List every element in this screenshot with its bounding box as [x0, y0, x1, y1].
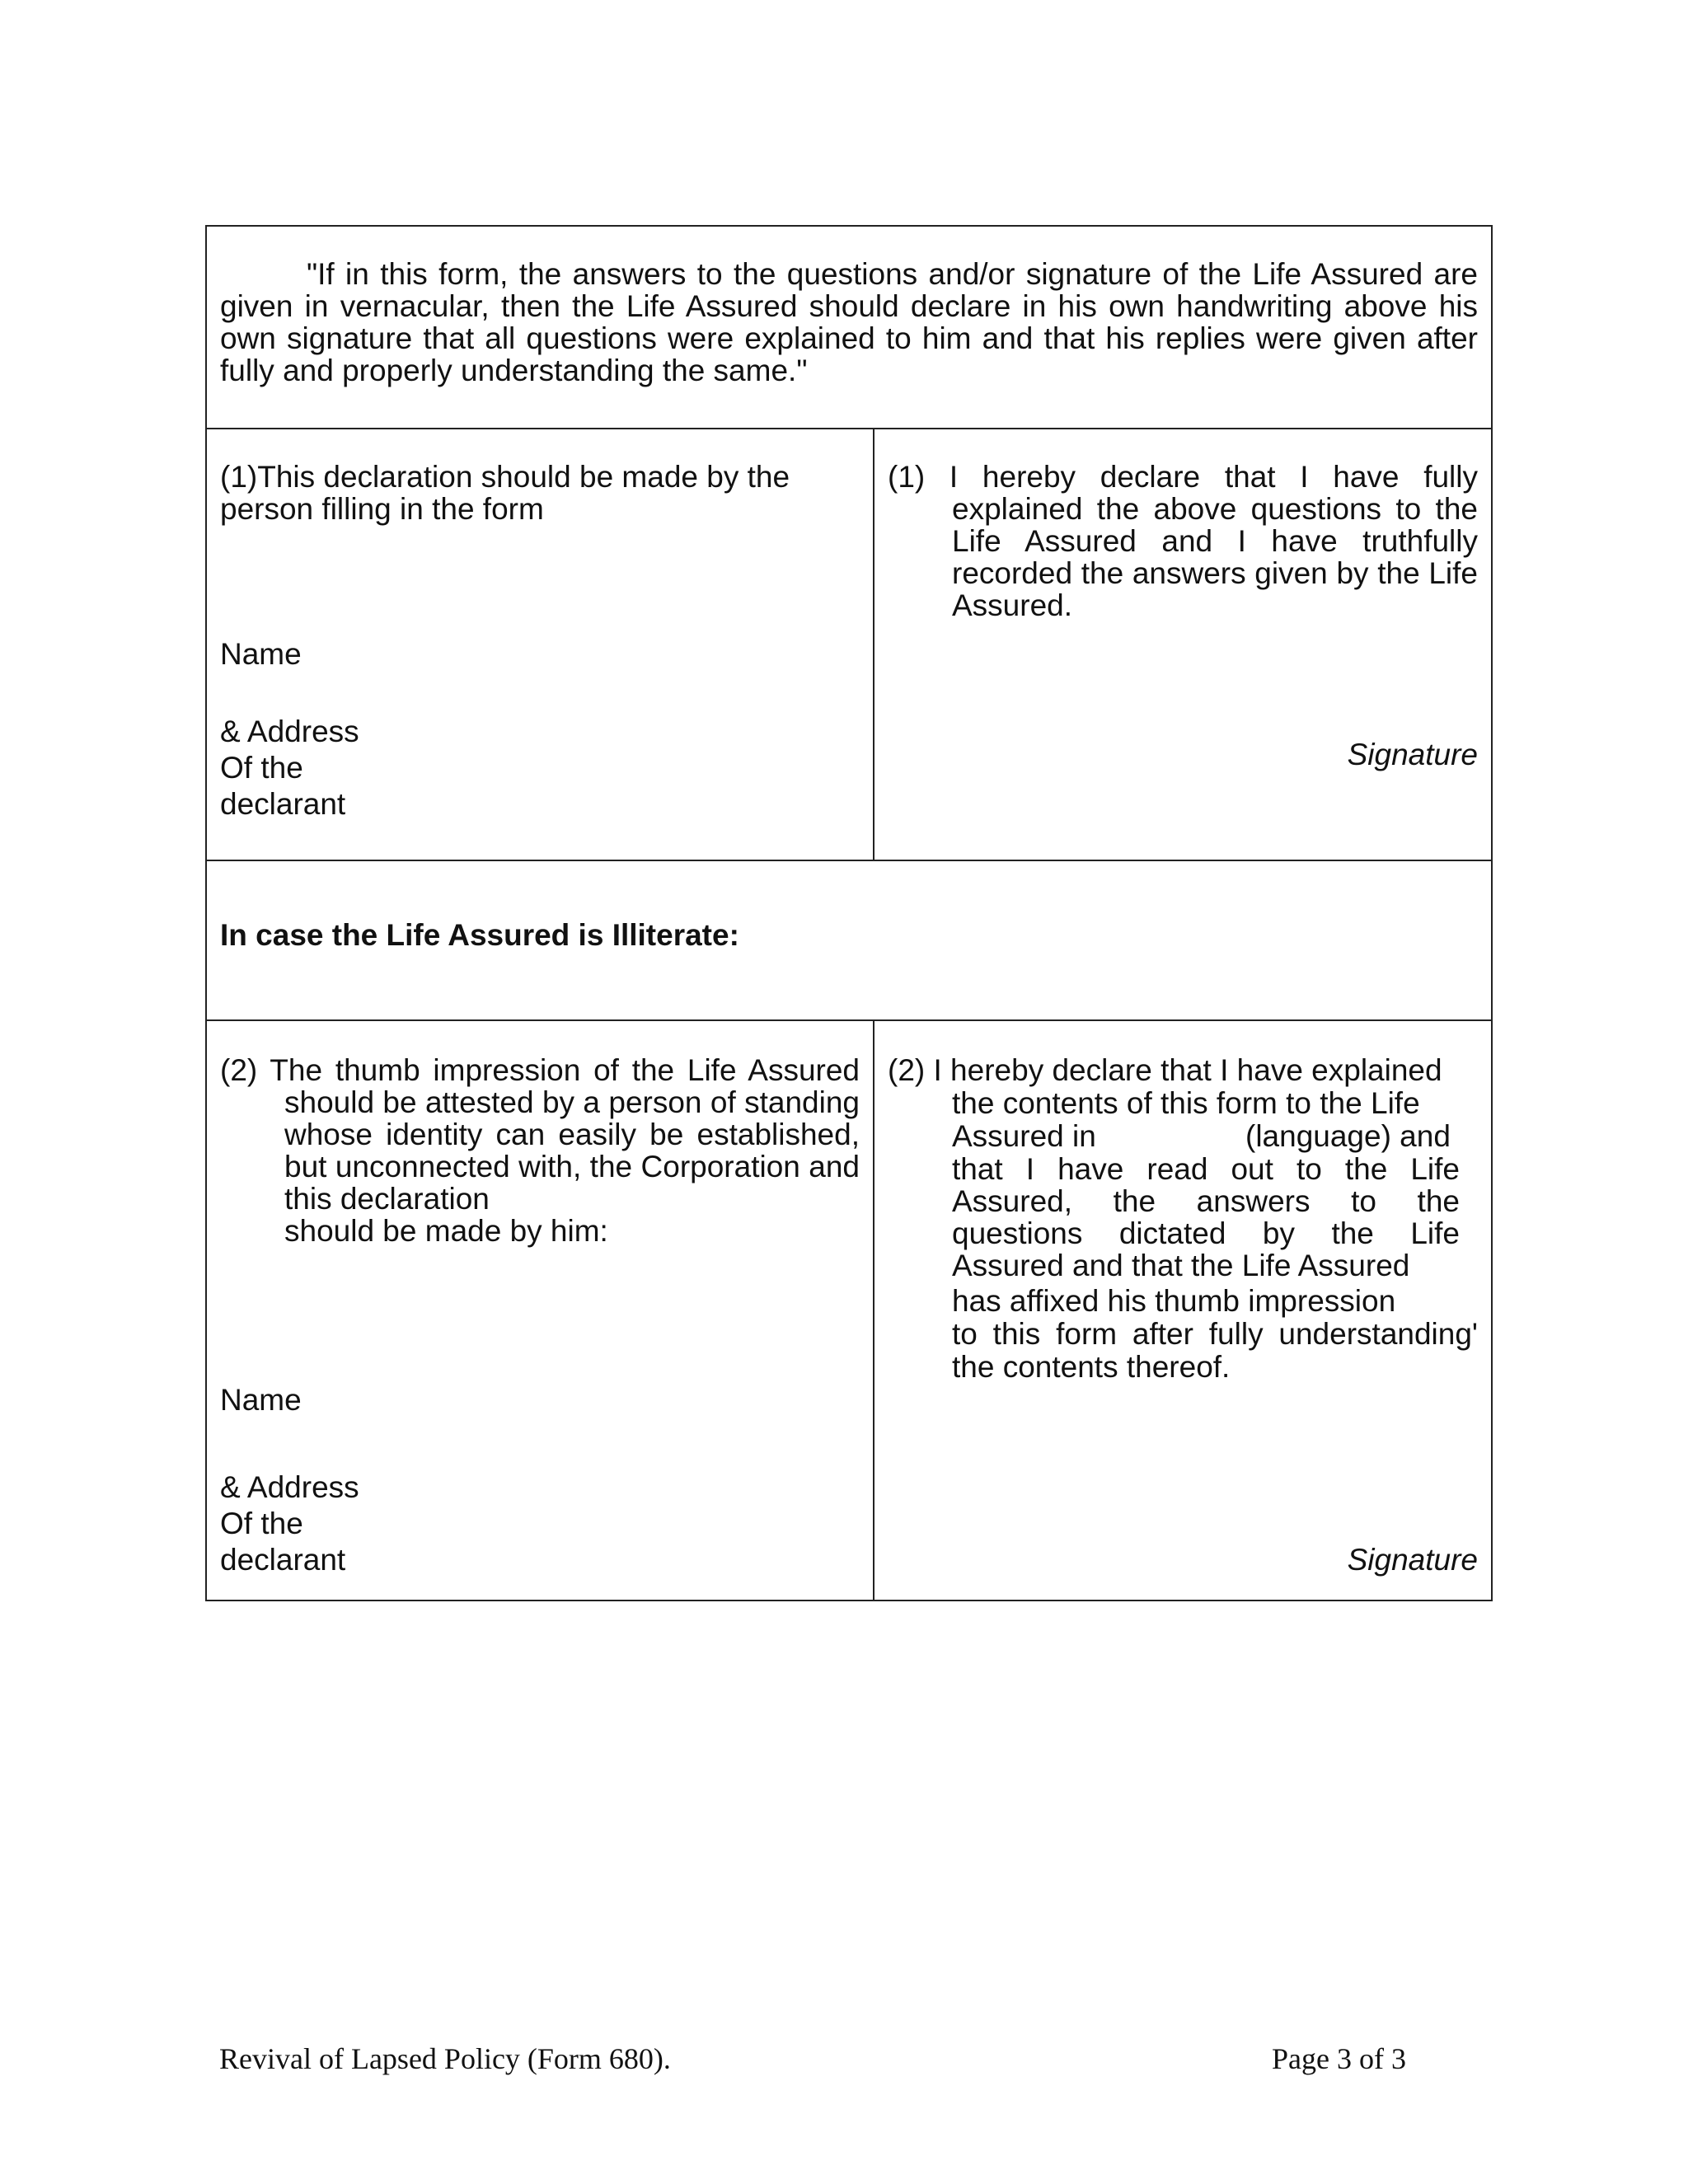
footer-form-title: Revival of Lapsed Policy (Form 680).	[219, 2042, 671, 2075]
declaration-2-of-the-label: Of the	[220, 1507, 303, 1540]
declaration-2-instruction: (2) The thumb impression of the Life Assured should be attested by a person of standing whose identity can easily be established, but unconnected with, the Corporation and this declaration	[220, 1053, 860, 1216]
declaration-1-declarant-label: declarant	[220, 787, 346, 821]
intro-cell	[207, 227, 1491, 428]
declaration-2-declarant-label: declarant	[220, 1543, 346, 1577]
declaration-1-name-label: Name	[220, 637, 302, 671]
illiterate-heading-cell	[207, 861, 1491, 1019]
vernacular-instruction-text: "If in this form, the answers to the questions and/or signature of the Life Assured are given in vernacular, then the Life Assured should declare in his own handwriting above his own signature that all questions were explained to him and that his replies were given after fully and properly understanding the same."	[220, 257, 1478, 387]
declaration-2-signature-label: Signature	[1347, 1543, 1478, 1577]
declaration-2-statement-language: (language) and	[1245, 1119, 1451, 1153]
declaration-1-right-cell	[874, 429, 1491, 860]
declaration-2-name-label: Name	[220, 1383, 302, 1417]
declaration-2-right-cell	[874, 1021, 1491, 1601]
declaration-1-statement: (1) I hereby declare that I have fully explained the above questions to the Life Assured and I have truthfully recorded the answers given by the Life Assured.	[888, 460, 1478, 622]
declaration-1-address-label: & Address	[220, 715, 359, 748]
intro-row	[207, 227, 1491, 428]
declaration-2-statement-last: the contents thereof.	[952, 1350, 1231, 1384]
declaration-1-signature-label: Signature	[1347, 738, 1478, 771]
declaration-2-instruction-end: should be made by him:	[284, 1214, 608, 1248]
declaration-2-statement-body: that I have read out to the Life Assured, the answers to the questions dictated by the Life Assured and that the Life Assured	[952, 1152, 1460, 1282]
illiterate-heading-row	[207, 860, 1491, 1019]
declaration-2-statement-assured-in: Assured in	[952, 1119, 1096, 1153]
declaration-1-of-the-label: Of the	[220, 751, 303, 785]
declaration-2-statement-line-2: the contents of this form to the Life	[952, 1086, 1420, 1120]
declaration-2-address-label: & Address	[220, 1470, 359, 1504]
declaration-1-instruction: (1)This declaration should be made by the person filling in the form	[220, 460, 790, 526]
declaration-2-row	[207, 1019, 1491, 1601]
declaration-1-row	[207, 428, 1491, 860]
footer-page-number: Page 3 of 3	[1272, 2042, 1406, 2075]
declaration-2-statement-line-1: (2) I hereby declare that I have explained	[888, 1053, 1442, 1087]
declaration-2-statement-affixed: has affixed his thumb impression	[952, 1284, 1396, 1318]
illiterate-heading: In case the Life Assured is Illiterate:	[220, 918, 739, 952]
declaration-form-table	[205, 225, 1493, 1601]
declaration-1-left-cell	[207, 429, 874, 860]
declaration-2-left-cell	[207, 1021, 874, 1601]
declaration-2-statement-understanding: to this form after fully understanding'	[952, 1317, 1478, 1351]
